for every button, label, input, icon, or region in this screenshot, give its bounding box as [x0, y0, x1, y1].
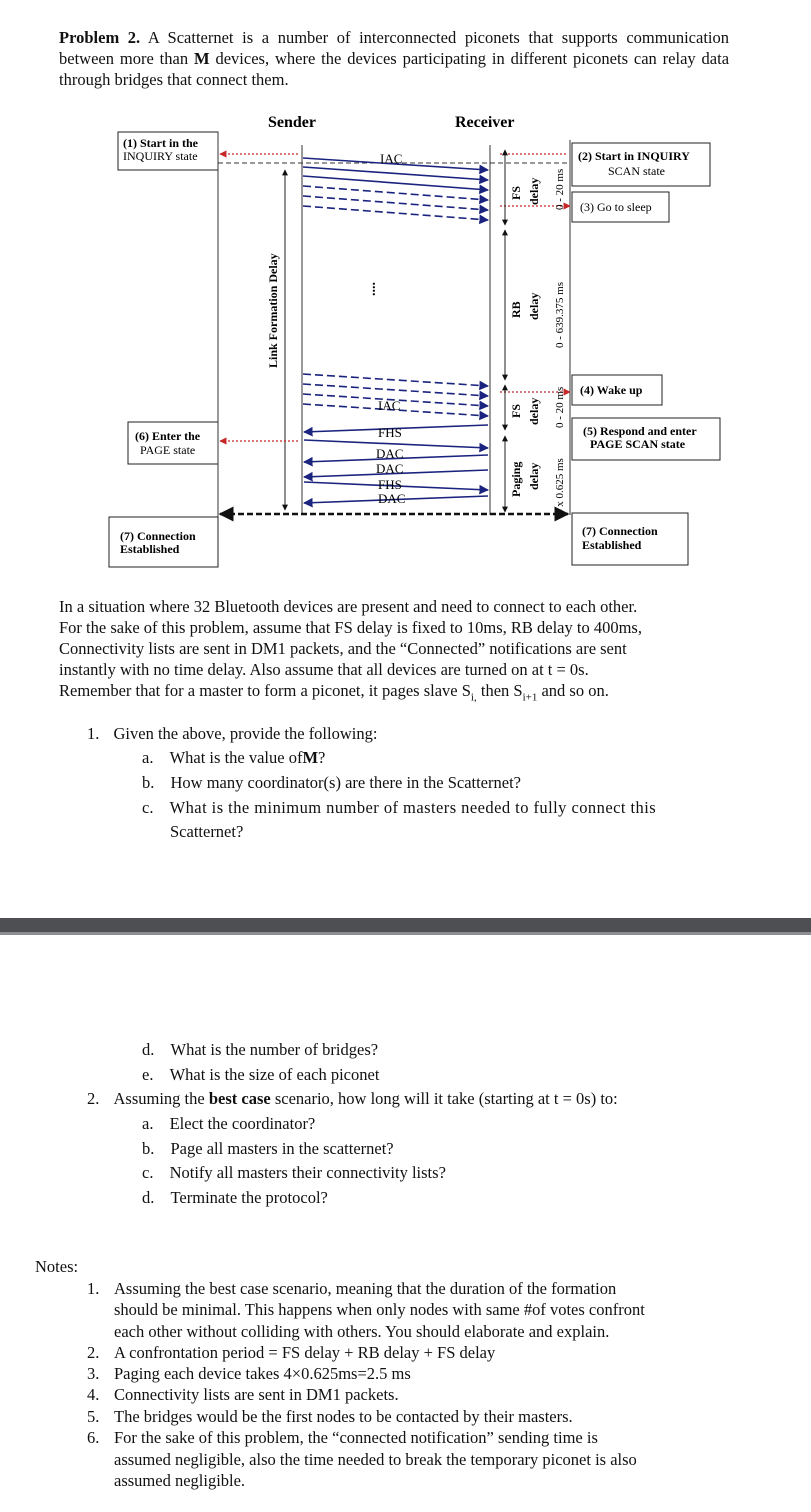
right-box-wakeup-label: (4) Wake up [580, 383, 643, 397]
note-1-number: 1. [87, 1279, 100, 1298]
right-box-sleep [572, 192, 669, 222]
situation-line-4: instantly with no time delay. Also assume that all devices are turned on at t = 0s. [59, 660, 589, 679]
q1e-text: What is the size of each piconet [169, 1065, 380, 1084]
note-1-line-1: Assuming the best case scenario, meaning that the duration of the formation [114, 1279, 617, 1298]
paging-delay-b-label: delay [527, 462, 541, 490]
q1d-number: d. [142, 1040, 155, 1059]
q1d-text: What is the number of bridges? [170, 1040, 379, 1059]
q2b-number: b. [142, 1139, 155, 1158]
right-box-inquiry-scan [572, 143, 710, 186]
q2a-text: Elect the coordinator? [169, 1114, 316, 1133]
note-5-number: 5. [87, 1407, 100, 1426]
q1a-pre: What is the value of [169, 748, 303, 767]
question-1b [142, 773, 521, 793]
note-6-number: 6. [87, 1428, 100, 1447]
left-box-page-line1: (6) Enter the [135, 429, 201, 443]
q2-number: 2. [87, 1089, 100, 1108]
rb-delay-label: RB [509, 301, 523, 318]
q1c-text-1: What is the minimum number of masters needed to fully connect this [169, 798, 657, 817]
right-box-connection-line2: Established [582, 538, 642, 552]
link-formation-delay-label: Link Formation Delay [266, 253, 280, 368]
note-6-line-2: assumed negligible, also the time needed to break the temporary piconet is also [114, 1450, 637, 1469]
left-box-page-line2: PAGE state [140, 443, 196, 457]
question-1a [142, 748, 325, 768]
bluetooth-connection-diagram [0, 105, 811, 585]
q1c-text-2: Scatternet? [170, 822, 244, 841]
note-6-line-3: assumed negligible. [114, 1471, 246, 1490]
range-4-label: 4 x 0.625 ms [554, 458, 566, 515]
note-2-number: 2. [87, 1343, 100, 1362]
notes-title: Notes: [35, 1257, 79, 1276]
iac-arrows-top [303, 158, 488, 220]
right-box-page-scan [572, 418, 720, 460]
left-box-inquiry-line1: (1) Start in the [123, 136, 198, 150]
q1-text: Given the above, provide the following: [113, 724, 378, 743]
question-1c [142, 798, 656, 818]
question-2 [87, 1089, 618, 1109]
q2a-number: a. [142, 1114, 154, 1133]
right-box-wakeup [572, 375, 662, 405]
situation-line-3: Connectivity lists are sent in DM1 packets, and the “Connected” notifications are sent [59, 639, 627, 658]
intro-text-b: devices, where the devices participating in different piconets can relay data through bridges that connect them. [59, 49, 730, 89]
range-1-label: 0 - 20 ms [554, 168, 566, 210]
left-box-connection-line2: Established [120, 542, 180, 556]
question-2c [142, 1163, 446, 1183]
q1a-post: ? [318, 748, 326, 767]
paging-delay-label: Paging [509, 461, 523, 497]
q1c-number: c. [142, 798, 154, 817]
ellipsis: .... [364, 282, 379, 296]
note-6-line-1: For the sake of this problem, the “connected notification” sending time is [114, 1428, 598, 1447]
fs-delay-2-label: FS [509, 403, 523, 418]
left-box-inquiry-line2: INQUIRY state [123, 149, 198, 163]
note-3-text: Paging each device takes 4×0.625ms=2.5 ms [114, 1364, 411, 1383]
q2c-number: c. [142, 1163, 154, 1182]
q1-number: 1. [87, 724, 100, 743]
q1b-number: b. [142, 773, 155, 792]
msg-fhs-2: FHS [378, 477, 402, 492]
right-box-inquiry-scan-line2: SCAN state [608, 164, 665, 178]
note-5-text: The bridges would be the first nodes to be contacted by their masters. [114, 1407, 573, 1426]
page-separator-line [0, 932, 811, 935]
rb-delay-b-label: delay [527, 292, 541, 320]
intro-text-a: A Scatternet is a number of interconnected piconets that supports communication between more than [59, 28, 729, 68]
fs-delay-2b-label: delay [527, 397, 541, 425]
right-box-connection [572, 513, 688, 565]
left-box-connection-line1: (7) Connection [120, 529, 196, 543]
right-box-connection-line1: (7) Connection [582, 524, 658, 538]
question-2b [142, 1139, 394, 1159]
page-separator [0, 918, 811, 932]
left-box-page [128, 422, 218, 464]
left-box-connection [109, 517, 218, 567]
note-3-number: 3. [87, 1364, 100, 1383]
q1b-text: How many coordinator(s) are there in the Scatternet? [170, 773, 521, 792]
q2-pre: Assuming the [113, 1089, 205, 1108]
situation-line-1: In a situation where 32 Bluetooth devices are present and need to connect to each other. [59, 597, 638, 616]
msg-dac-2: DAC [376, 461, 404, 476]
q1e-number: e. [142, 1065, 154, 1084]
q2d-number: d. [142, 1188, 155, 1207]
q2b-text: Page all masters in the scatternet? [170, 1139, 394, 1158]
right-box-page-scan-line1: (5) Respond and enter [583, 424, 697, 438]
note-4-text: Connectivity lists are sent in DM1 packets. [114, 1385, 399, 1404]
right-box-inquiry-scan-line1: (2) Start in INQUIRY [578, 149, 690, 163]
range-3-label: 0 - 20 ms [554, 386, 566, 428]
note-4-number: 4. [87, 1385, 100, 1404]
q1a-bold: M [302, 748, 319, 767]
fs-delay-1b-label: delay [527, 177, 541, 205]
fs-delay-1-label: FS [509, 185, 523, 200]
situation-line-5: Remember that for a master to form a piconet, it pages slave $S_{i,}$ then $S_{i+1}$ and so on. [59, 681, 609, 704]
q1a-number: a. [142, 748, 154, 767]
q2-bold: best case [208, 1089, 271, 1108]
msg-dac-1: DAC [376, 446, 404, 461]
msg-iac-1: IAC [380, 151, 403, 166]
intro-m: M [193, 49, 210, 68]
right-box-sleep-label: (3) Go to sleep [580, 200, 652, 214]
situation-paragraph [59, 596, 731, 708]
question-1d [142, 1040, 378, 1060]
question-2a [142, 1114, 315, 1134]
q2c-text: Notify all masters their connectivity lists? [169, 1163, 446, 1182]
question-1e [142, 1065, 379, 1085]
left-box-inquiry [118, 132, 218, 170]
question-1c-cont [170, 822, 243, 842]
note-2-text: A confrontation period = FS delay + RB delay + FS delay [114, 1343, 496, 1362]
range-2-label: 0 - 639.375 ms [554, 282, 566, 348]
msg-fhs-1: FHS [378, 425, 402, 440]
msg-dac-3: DAC [378, 491, 406, 506]
q2d-text: Terminate the protocol? [170, 1188, 328, 1207]
q2-post: scenario, how long will it take (starting at t = 0s) to: [274, 1089, 618, 1108]
problem-intro [59, 27, 729, 90]
right-box-page-scan-line2: PAGE SCAN state [590, 437, 686, 451]
note-1-line-2: should be minimal. This happens when only nodes with same #of votes confront [114, 1300, 645, 1319]
note-1-line-3: each other without colliding with others. You should elaborate and explain. [114, 1322, 610, 1341]
question-2d [142, 1188, 328, 1208]
question-1 [87, 724, 377, 744]
sender-label: Sender [268, 114, 316, 131]
msg-iac-2: IAC [378, 398, 401, 413]
problem-heading: Problem 2. [59, 28, 141, 47]
receiver-label: Receiver [455, 114, 515, 131]
situation-line-2: For the sake of this problem, assume that FS delay is fixed to 10ms, RB delay to 400ms, [59, 618, 642, 637]
